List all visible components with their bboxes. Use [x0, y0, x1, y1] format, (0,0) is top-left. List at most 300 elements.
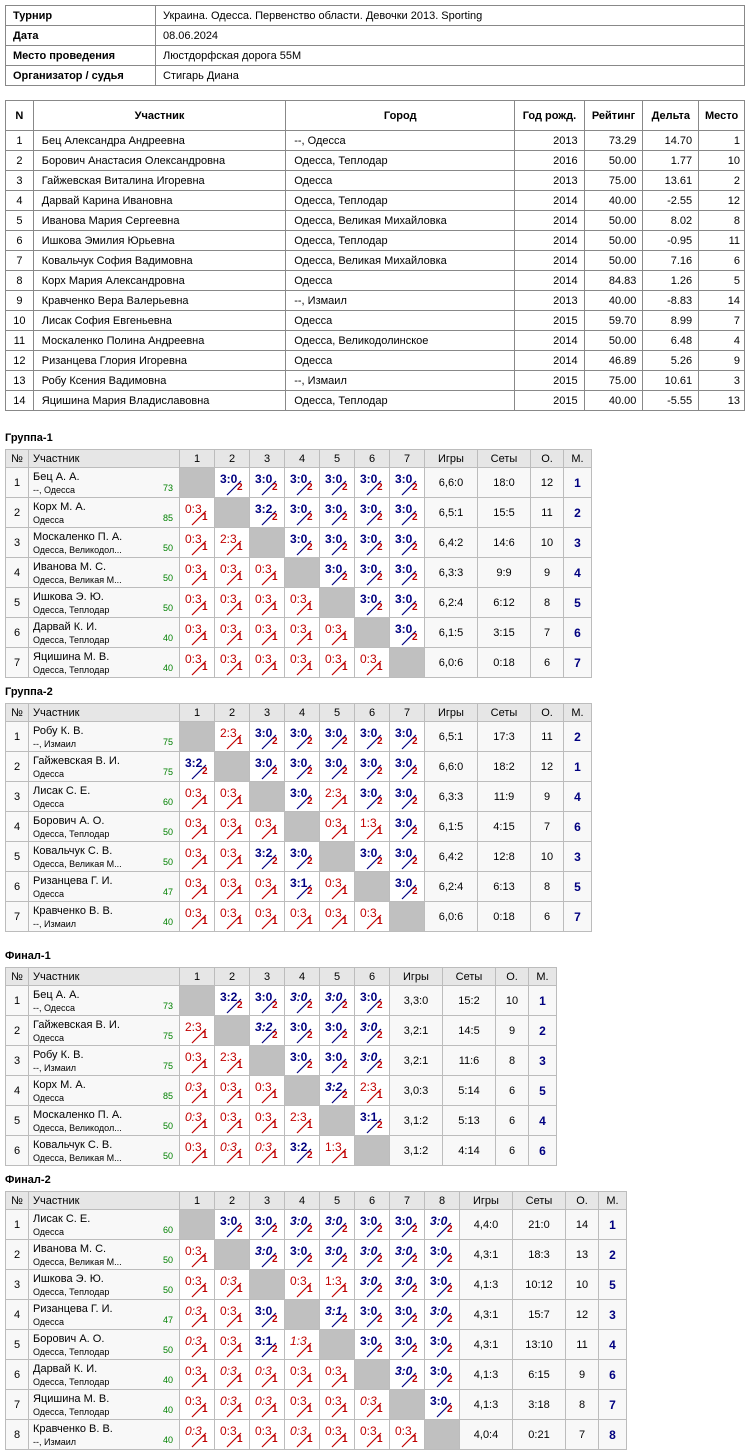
match-score[interactable]: 3:0 — [360, 1334, 378, 1348]
player-name[interactable]: Иванова М. С. — [33, 1243, 107, 1255]
match-score[interactable]: 3:0 — [255, 756, 273, 770]
player-cell — [29, 782, 180, 812]
player-rating: 75 — [162, 737, 173, 747]
match-cell — [355, 1420, 390, 1450]
player-name[interactable]: Кравченко В. В. — [33, 905, 113, 917]
match-score[interactable]: 0:3 — [185, 1424, 202, 1438]
header-number: № — [6, 704, 29, 722]
match-score[interactable]: 0:3 — [290, 622, 307, 636]
match-points: 1 — [202, 662, 208, 673]
match-win — [355, 468, 389, 497]
participant-cell: 6 — [699, 251, 745, 271]
match-score[interactable]: 0:3 — [185, 1274, 202, 1288]
match-score[interactable]: 0:3 — [255, 592, 272, 606]
match-score[interactable]: 3:0 — [255, 1244, 273, 1258]
match-score[interactable]: 0:3 — [185, 786, 202, 800]
match-win — [355, 558, 389, 587]
match-score[interactable]: 0:3 — [325, 816, 342, 830]
player-name[interactable]: Дарвай К. И. — [33, 1363, 98, 1375]
match-score[interactable]: 0:3 — [325, 652, 342, 666]
match-score[interactable]: 0:3 — [185, 906, 202, 920]
match-score[interactable]: 0:3 — [220, 906, 237, 920]
match-score[interactable]: 3:0 — [360, 592, 378, 606]
match-score[interactable]: 0:3 — [360, 1394, 377, 1408]
match-score[interactable]: 0:3 — [220, 1424, 237, 1438]
match-score[interactable]: 3:0 — [360, 990, 378, 1004]
player-number: 1 — [6, 468, 29, 498]
match-score[interactable]: 3:0 — [360, 502, 378, 516]
match-score[interactable]: 3:0 — [430, 1304, 448, 1318]
match-score[interactable]: 3:0 — [360, 846, 378, 860]
match-score[interactable]: 3:2 — [325, 1080, 343, 1094]
header-games: Игры — [390, 968, 443, 986]
match-cell — [250, 872, 285, 902]
match-score[interactable]: 0:3 — [360, 906, 377, 920]
player-number: 3 — [6, 528, 29, 558]
match-points: 2 — [377, 1314, 383, 1325]
match-score[interactable]: 3:2 — [290, 1140, 308, 1154]
match-score[interactable]: 3:0 — [360, 1274, 378, 1288]
match-score[interactable]: 3:0 — [360, 1304, 378, 1318]
match-score[interactable]: 0:3 — [220, 622, 237, 636]
match-cell — [390, 528, 425, 558]
player-sets: 6:12 — [478, 588, 531, 618]
player-row — [6, 1016, 557, 1046]
match-score[interactable]: 3:0 — [430, 1274, 448, 1288]
match-score[interactable]: 0:3 — [325, 1364, 342, 1378]
match-score[interactable]: 3:0 — [325, 990, 343, 1004]
match-score[interactable]: 3:0 — [395, 1304, 413, 1318]
match-score[interactable]: 3:0 — [395, 756, 413, 770]
match-score[interactable]: 3:0 — [255, 1214, 273, 1228]
participant-cell: -0.95 — [643, 231, 699, 251]
match-score[interactable]: 3:0 — [290, 756, 308, 770]
match-score[interactable]: 3:0 — [290, 726, 308, 740]
match-score[interactable]: 0:3 — [290, 906, 307, 920]
match-score[interactable]: 3:0 — [220, 1214, 238, 1228]
match-score[interactable]: 3:0 — [325, 726, 343, 740]
player-number: 5 — [6, 842, 29, 872]
player-name[interactable]: Ишкова Э. Ю. — [33, 591, 104, 603]
match-score[interactable]: 0:3 — [220, 846, 237, 860]
match-cell — [180, 1330, 215, 1360]
match-score[interactable]: 3:0 — [325, 562, 343, 576]
match-win — [355, 1300, 389, 1329]
match-score[interactable]: 3:0 — [395, 1244, 413, 1258]
match-score[interactable]: 3:0 — [395, 592, 413, 606]
match-cell — [320, 468, 355, 498]
match-points: 2 — [342, 512, 348, 523]
match-score[interactable]: 0:3 — [220, 1274, 237, 1288]
match-score[interactable]: 3:0 — [325, 1214, 343, 1228]
match-points: 1 — [272, 572, 278, 583]
header-opponent-6: 6 — [355, 704, 390, 722]
player-points: 6 — [531, 648, 564, 678]
match-score[interactable]: 3:0 — [290, 532, 308, 546]
match-score[interactable]: 3:0 — [325, 532, 343, 546]
match-score[interactable]: 1:3 — [325, 1140, 342, 1154]
match-score[interactable]: 0:3 — [185, 1050, 202, 1064]
player-name[interactable]: Корх М. А. — [33, 501, 86, 513]
self-cell — [355, 1136, 390, 1166]
match-score[interactable]: 0:3 — [220, 816, 237, 830]
player-place: 6 — [599, 1360, 627, 1390]
player-row — [6, 722, 592, 752]
player-cell — [29, 1330, 180, 1360]
match-score[interactable]: 0:3 — [325, 876, 342, 890]
match-score[interactable]: 0:3 — [255, 816, 272, 830]
match-cell — [180, 498, 215, 528]
match-score[interactable]: 0:3 — [255, 562, 272, 576]
match-cell — [355, 648, 390, 678]
match-loss — [215, 872, 249, 901]
match-score[interactable]: 3:0 — [255, 726, 273, 740]
match-points: 2 — [447, 1284, 453, 1295]
match-win — [425, 1300, 459, 1329]
match-win — [320, 1046, 354, 1075]
match-score[interactable]: 3:0 — [395, 562, 413, 576]
player-name[interactable]: Москаленко П. А. — [33, 1109, 123, 1121]
participant-cell: 7.16 — [643, 251, 699, 271]
participant-cell: 4 — [699, 331, 745, 351]
player-name[interactable]: Робу К. В. — [33, 1049, 84, 1061]
match-score[interactable]: 2:3 — [220, 532, 237, 546]
match-score[interactable]: 3:0 — [325, 1050, 343, 1064]
match-score[interactable]: 0:3 — [185, 652, 202, 666]
match-score[interactable]: 0:3 — [290, 1274, 307, 1288]
match-points: 2 — [307, 1060, 313, 1071]
match-score[interactable]: 3:0 — [395, 1274, 413, 1288]
player-games: 4,3:1 — [460, 1300, 513, 1330]
match-score[interactable]: 3:0 — [360, 562, 378, 576]
match-score[interactable]: 0:3 — [185, 1364, 202, 1378]
match-score[interactable]: 0:3 — [220, 1080, 237, 1094]
player-cell — [29, 722, 180, 752]
match-points: 1 — [307, 1284, 313, 1295]
player-name[interactable]: Лисак С. Е. — [33, 785, 91, 797]
player-name[interactable]: Бец А. А. — [33, 989, 80, 1001]
player-name[interactable]: Борович А. О. — [33, 1333, 105, 1345]
match-score[interactable]: 3:0 — [255, 1304, 273, 1318]
match-points: 2 — [377, 1120, 383, 1131]
match-score[interactable]: 0:3 — [185, 502, 202, 516]
match-score[interactable]: 3:0 — [360, 472, 378, 486]
match-score[interactable]: 0:3 — [255, 906, 272, 920]
match-score[interactable]: 3:1 — [360, 1110, 378, 1124]
header-opponent-3: 3 — [250, 968, 285, 986]
header-number: № — [6, 450, 29, 468]
match-score[interactable]: 0:3 — [220, 1140, 237, 1154]
match-score[interactable]: 0:3 — [290, 1394, 307, 1408]
player-name[interactable]: Иванова М. С. — [33, 561, 107, 573]
match-score[interactable]: 2:3 — [220, 1050, 237, 1064]
match-score[interactable]: 0:3 — [325, 1394, 342, 1408]
player-name[interactable]: Дарвай К. И. — [33, 621, 98, 633]
player-name[interactable]: Ковальчук С. В. — [33, 1139, 113, 1151]
participant-row — [6, 191, 745, 211]
match-points: 2 — [342, 1030, 348, 1041]
match-points: 2 — [412, 856, 418, 867]
match-score[interactable]: 3:1 — [325, 1304, 343, 1318]
match-score[interactable]: 0:3 — [220, 1364, 237, 1378]
match-score[interactable]: 3:0 — [290, 472, 308, 486]
match-score[interactable]: 0:3 — [185, 592, 202, 606]
match-points: 2 — [412, 512, 418, 523]
player-points: 11 — [531, 722, 564, 752]
match-score[interactable]: 3:0 — [290, 786, 308, 800]
match-loss — [355, 1390, 389, 1419]
player-cell — [29, 1420, 180, 1450]
match-score[interactable]: 0:3 — [290, 1424, 307, 1438]
match-score[interactable]: 0:3 — [220, 652, 237, 666]
match-score[interactable]: 3:0 — [395, 502, 413, 516]
match-score[interactable]: 3:0 — [395, 846, 413, 860]
match-score[interactable]: 3:0 — [430, 1394, 448, 1408]
match-score[interactable]: 2:3 — [360, 1080, 377, 1094]
match-score[interactable]: 0:3 — [255, 1110, 272, 1124]
match-score[interactable]: 0:3 — [185, 876, 202, 890]
match-points: 1 — [202, 916, 208, 927]
match-score[interactable]: 0:3 — [325, 906, 342, 920]
match-score[interactable]: 0:3 — [220, 1110, 237, 1124]
match-loss — [215, 722, 249, 751]
player-rating: 50 — [162, 1255, 173, 1265]
match-score[interactable]: 0:3 — [185, 532, 202, 546]
match-score[interactable]: 3:2 — [220, 990, 238, 1004]
match-score[interactable]: 0:3 — [255, 876, 272, 890]
info-key: Турнир — [6, 6, 156, 26]
match-score[interactable]: 0:3 — [325, 622, 342, 636]
match-win — [320, 468, 354, 497]
match-score[interactable]: 1:3 — [360, 816, 377, 830]
player-name[interactable]: Ризанцева Г. И. — [33, 875, 113, 887]
match-score[interactable]: 0:3 — [220, 592, 237, 606]
match-score[interactable]: 3:0 — [395, 1214, 413, 1228]
match-loss — [215, 558, 249, 587]
match-win — [390, 812, 424, 841]
match-score[interactable]: 0:3 — [220, 1394, 237, 1408]
match-score[interactable]: 2:3 — [220, 726, 237, 740]
match-score[interactable]: 3:0 — [430, 1214, 448, 1228]
player-name[interactable]: Робу К. В. — [33, 725, 84, 737]
match-score[interactable]: 3:0 — [395, 876, 413, 890]
match-score[interactable]: 3:0 — [395, 622, 413, 636]
match-points: 2 — [307, 736, 313, 747]
match-win — [215, 468, 249, 497]
player-row — [6, 648, 592, 678]
match-score[interactable]: 3:0 — [290, 1214, 308, 1228]
match-cell — [390, 1240, 425, 1270]
participant-cell: 50.00 — [584, 331, 643, 351]
match-score[interactable]: 3:0 — [360, 1244, 378, 1258]
match-score[interactable]: 3:0 — [290, 1020, 308, 1034]
match-score[interactable]: 3:2 — [255, 502, 273, 516]
match-score[interactable]: 0:3 — [290, 592, 307, 606]
match-score[interactable]: 0:3 — [255, 1080, 272, 1094]
player-place: 2 — [599, 1240, 627, 1270]
match-score[interactable]: 2:3 — [325, 786, 342, 800]
match-score[interactable]: 0:3 — [185, 562, 202, 576]
player-name[interactable]: Лисак С. Е. — [33, 1213, 91, 1225]
match-score[interactable]: 0:3 — [185, 1140, 202, 1154]
player-number: 2 — [6, 752, 29, 782]
match-cell — [180, 1016, 215, 1046]
match-loss — [215, 902, 249, 931]
match-score[interactable]: 0:3 — [360, 1424, 377, 1438]
match-score[interactable]: 3:0 — [360, 756, 378, 770]
match-score[interactable]: 0:3 — [185, 1244, 202, 1258]
participant-cell: Робу Ксения Вадимовна — [33, 371, 285, 391]
match-score[interactable]: 3:0 — [430, 1364, 448, 1378]
match-score[interactable]: 0:3 — [255, 1140, 272, 1154]
match-score[interactable]: 0:3 — [395, 1424, 412, 1438]
player-sets: 18:2 — [478, 752, 531, 782]
match-score[interactable]: 3:1 — [255, 1334, 273, 1348]
match-score[interactable]: 2:3 — [185, 1020, 202, 1034]
player-games: 4,1:3 — [460, 1270, 513, 1300]
match-points: 2 — [377, 1254, 383, 1265]
player-name[interactable]: Ишкова Э. Ю. — [33, 1273, 104, 1285]
match-score[interactable]: 0:3 — [185, 1110, 202, 1124]
player-number: 6 — [6, 1136, 29, 1166]
match-points: 2 — [377, 572, 383, 583]
match-score[interactable]: 0:3 — [325, 1424, 342, 1438]
match-score[interactable]: 3:0 — [395, 726, 413, 740]
match-score[interactable]: 3:0 — [360, 1020, 378, 1034]
match-score[interactable]: 0:3 — [220, 562, 237, 576]
match-cell — [250, 1300, 285, 1330]
match-score[interactable]: 3:0 — [325, 472, 343, 486]
match-loss — [180, 902, 214, 931]
match-score[interactable]: 0:3 — [220, 786, 237, 800]
match-score[interactable]: 0:3 — [185, 1304, 202, 1318]
match-score[interactable]: 3:1 — [290, 876, 308, 890]
match-score[interactable]: 3:0 — [395, 816, 413, 830]
participant-cell: Одесса, Великая Михайловка — [286, 211, 515, 231]
match-score[interactable]: 3:0 — [395, 786, 413, 800]
match-score[interactable]: 3:0 — [290, 846, 308, 860]
match-points: 2 — [272, 1254, 278, 1265]
match-points: 2 — [342, 572, 348, 583]
match-score[interactable]: 0:3 — [255, 1394, 272, 1408]
match-score[interactable]: 3:0 — [360, 786, 378, 800]
match-score[interactable]: 0:3 — [220, 1334, 237, 1348]
match-points: 1 — [342, 662, 348, 673]
match-score[interactable]: 1:3 — [325, 1274, 342, 1288]
match-score[interactable]: 3:0 — [290, 502, 308, 516]
player-name[interactable]: Гайжевская В. И. — [33, 1019, 120, 1031]
match-score[interactable]: 0:3 — [360, 652, 377, 666]
match-score[interactable]: 3:0 — [255, 990, 273, 1004]
match-score[interactable]: 1:3 — [290, 1334, 307, 1348]
match-score[interactable]: 0:3 — [255, 1424, 272, 1438]
match-score[interactable]: 0:3 — [255, 622, 272, 636]
player-sets: 5:14 — [443, 1076, 496, 1106]
match-score[interactable]: 3:0 — [325, 502, 343, 516]
match-score[interactable]: 0:3 — [185, 1394, 202, 1408]
match-loss — [320, 1390, 354, 1419]
match-score[interactable]: 0:3 — [185, 1334, 202, 1348]
player-row — [6, 1420, 627, 1450]
match-score[interactable]: 3:0 — [325, 1020, 343, 1034]
match-points: 2 — [412, 632, 418, 643]
participants-header-cell: Участник — [33, 101, 285, 131]
participant-cell: 14.70 — [643, 131, 699, 151]
match-score[interactable]: 0:3 — [220, 1304, 237, 1318]
match-score[interactable]: 3:0 — [430, 1244, 448, 1258]
match-score[interactable]: 0:3 — [185, 622, 202, 636]
participant-cell: Иванова Мария Сергеевна — [33, 211, 285, 231]
player-name[interactable]: Яцишина М. В. — [33, 1393, 110, 1405]
player-games: 3,2:1 — [390, 1016, 443, 1046]
match-score[interactable]: 3:0 — [290, 1050, 308, 1064]
match-score[interactable]: 3:2 — [185, 756, 203, 770]
player-name[interactable]: Ковальчук С. В. — [33, 845, 113, 857]
player-name[interactable]: Яцишина М. В. — [33, 651, 110, 663]
player-name[interactable]: Ризанцева Г. И. — [33, 1303, 113, 1315]
match-score[interactable]: 3:0 — [325, 1244, 343, 1258]
match-score[interactable]: 3:0 — [395, 532, 413, 546]
match-cell — [425, 1390, 460, 1420]
match-score[interactable]: 3:0 — [360, 726, 378, 740]
participant-cell: 50.00 — [584, 211, 643, 231]
match-win — [320, 558, 354, 587]
player-name[interactable]: Гайжевская В. И. — [33, 755, 120, 767]
match-score[interactable]: 0:3 — [290, 1364, 307, 1378]
match-score[interactable]: 3:0 — [290, 990, 308, 1004]
match-score[interactable]: 0:3 — [185, 816, 202, 830]
match-score[interactable]: 3:0 — [290, 1244, 308, 1258]
match-score[interactable]: 3:0 — [360, 532, 378, 546]
match-score[interactable]: 0:3 — [290, 652, 307, 666]
match-win — [250, 498, 284, 527]
player-name[interactable]: Кравченко В. В. — [33, 1423, 113, 1435]
match-cell — [320, 1240, 355, 1270]
match-score[interactable]: 2:3 — [290, 1110, 307, 1124]
player-games: 6,1:5 — [425, 618, 478, 648]
match-points: 1 — [237, 1090, 243, 1101]
match-score[interactable]: 3:0 — [360, 1050, 378, 1064]
match-score[interactable]: 3:0 — [430, 1334, 448, 1348]
match-score[interactable]: 3:0 — [360, 1214, 378, 1228]
match-cell — [250, 986, 285, 1016]
match-points: 2 — [447, 1254, 453, 1265]
match-score[interactable]: 0:3 — [255, 652, 272, 666]
player-name[interactable]: Бец А. А. — [33, 471, 80, 483]
match-score[interactable]: 3:0 — [395, 472, 413, 486]
match-score[interactable]: 3:0 — [255, 472, 273, 486]
match-win — [320, 1300, 354, 1329]
match-score[interactable]: 3:2 — [255, 846, 273, 860]
group-header-row — [6, 968, 557, 986]
match-score[interactable]: 0:3 — [185, 1080, 202, 1094]
match-score[interactable]: 3:2 — [255, 1020, 273, 1034]
match-score[interactable]: 3:0 — [395, 1364, 413, 1378]
player-name[interactable]: Борович А. О. — [33, 815, 105, 827]
match-score[interactable]: 3:0 — [325, 756, 343, 770]
player-cell — [29, 1240, 180, 1270]
player-name[interactable]: Москаленко П. А. — [33, 531, 123, 543]
match-score[interactable]: 3:0 — [395, 1334, 413, 1348]
player-name[interactable]: Корх М. А. — [33, 1079, 86, 1091]
match-score[interactable]: 0:3 — [220, 876, 237, 890]
match-cell — [390, 1300, 425, 1330]
match-score[interactable]: 0:3 — [185, 846, 202, 860]
match-score[interactable]: 0:3 — [255, 1364, 272, 1378]
match-loss — [180, 1270, 214, 1299]
match-cell — [215, 468, 250, 498]
match-score[interactable]: 3:0 — [220, 472, 238, 486]
